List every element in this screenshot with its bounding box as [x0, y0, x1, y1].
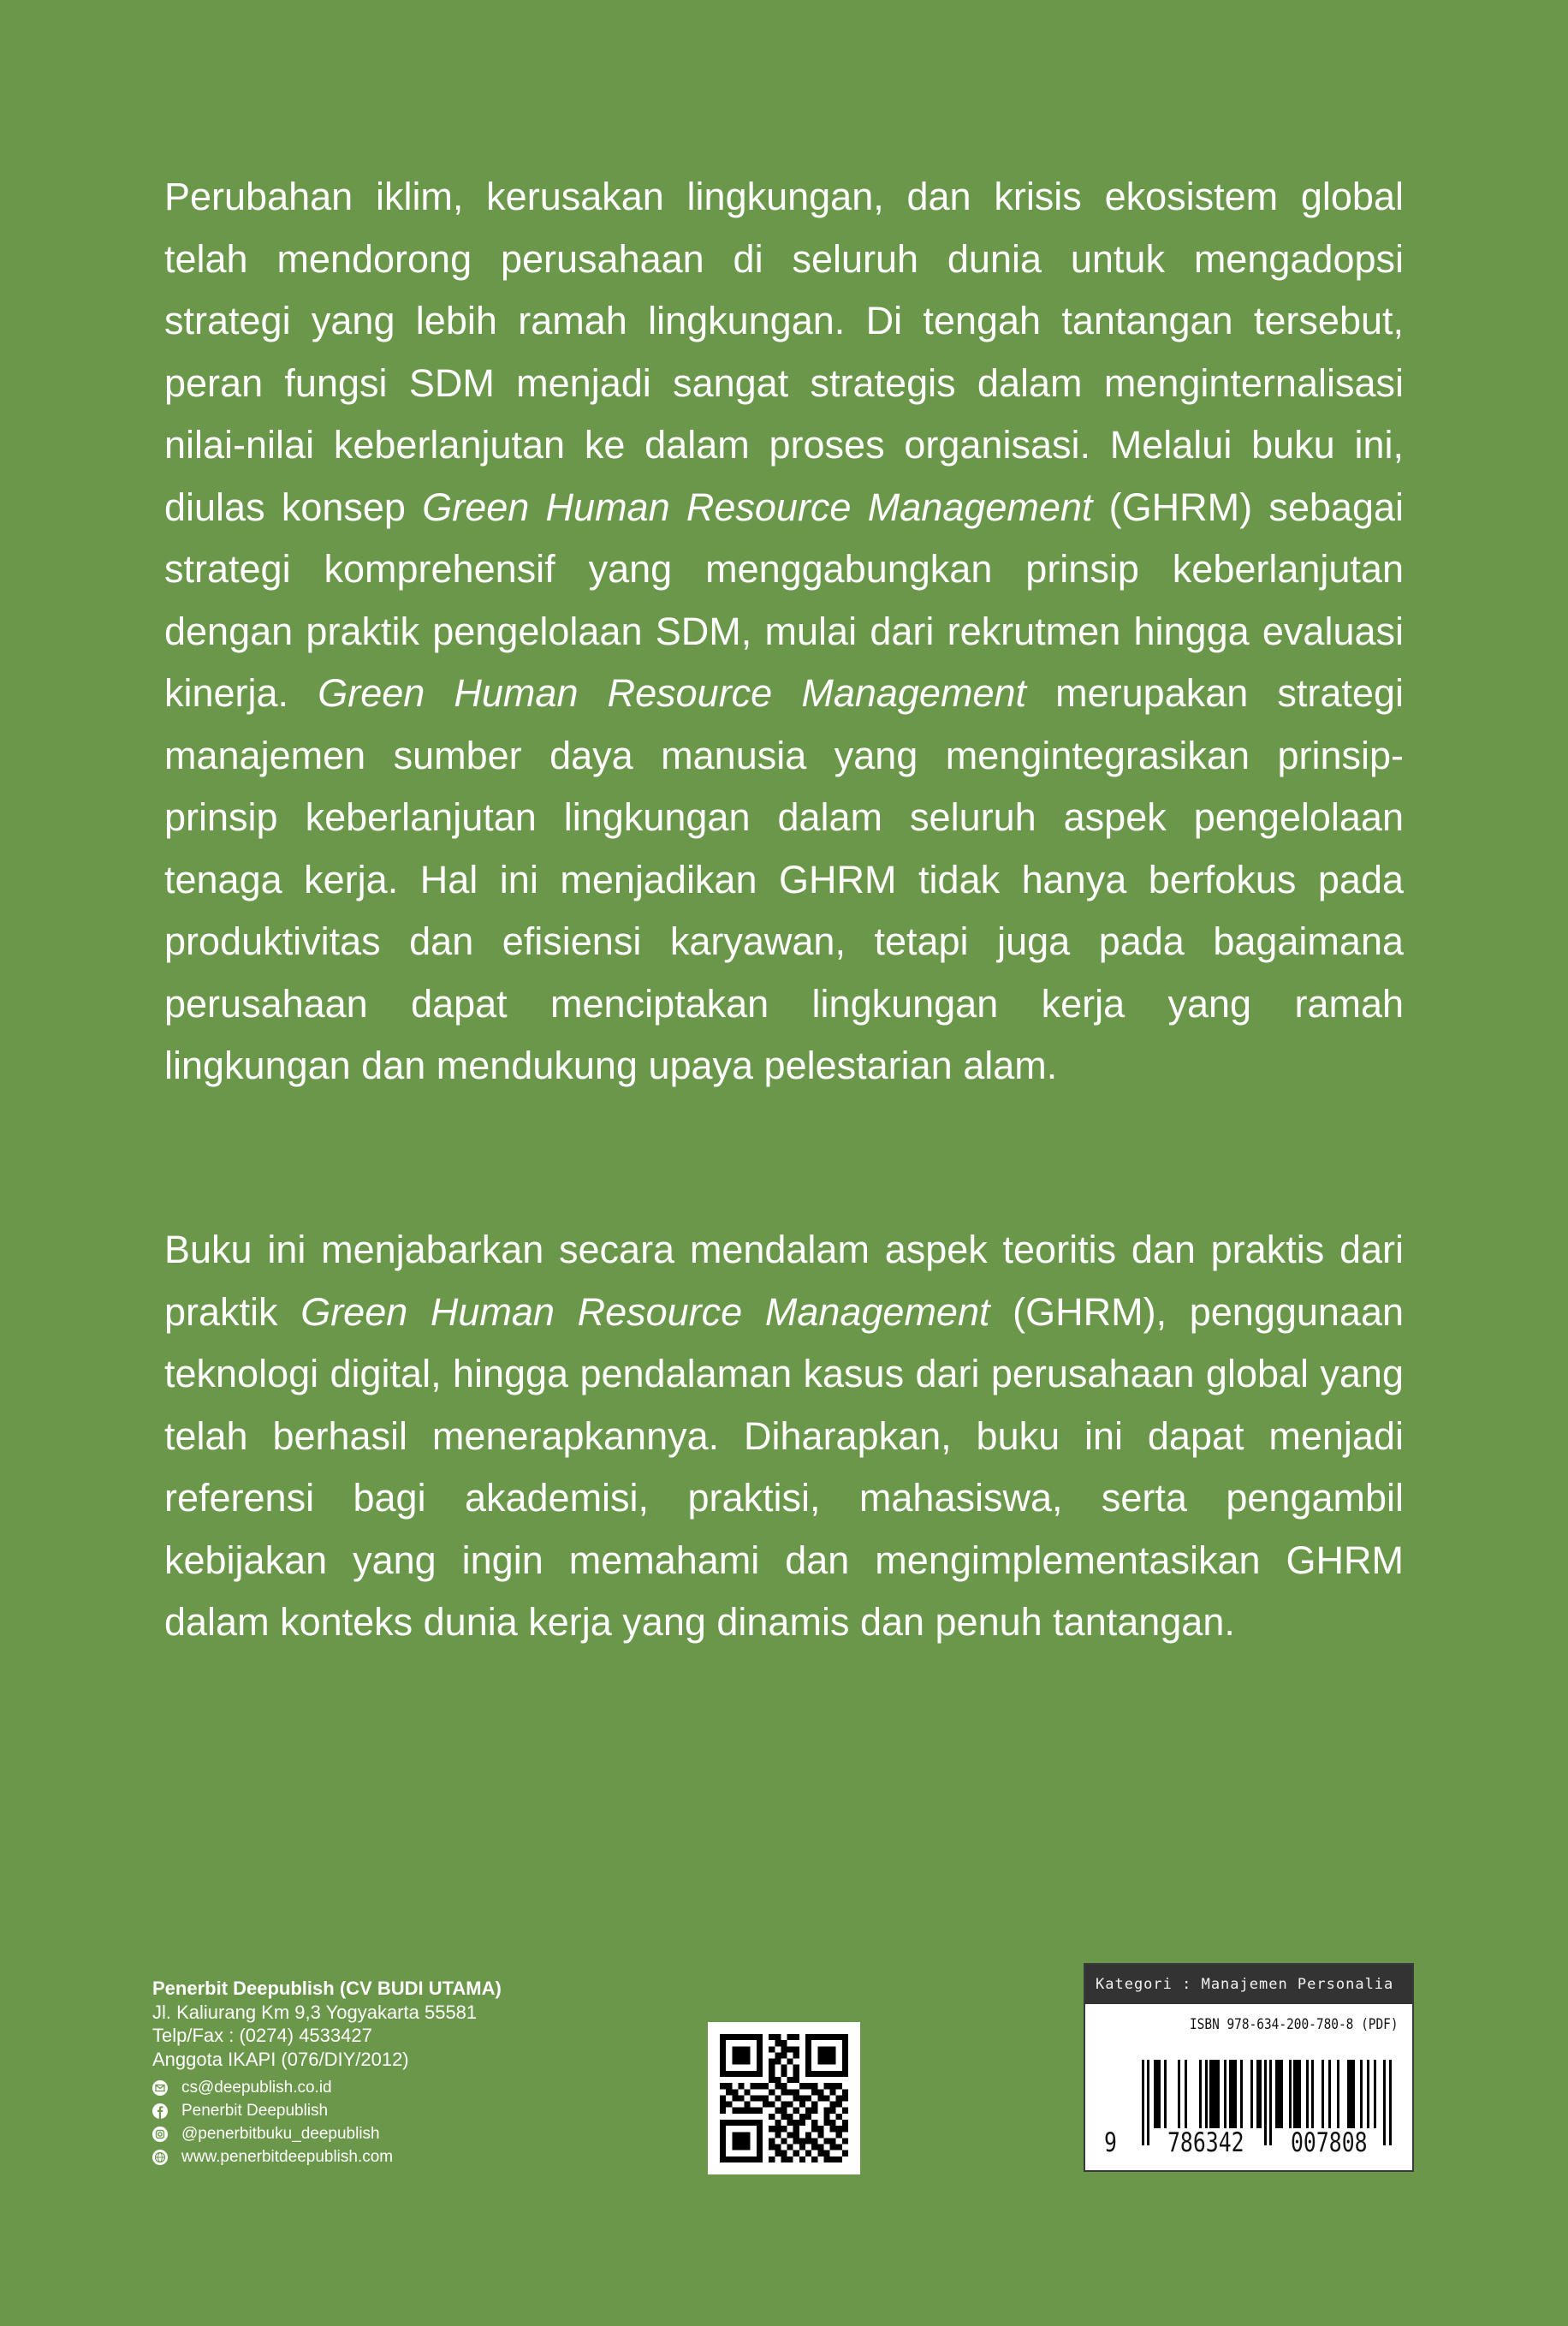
contact-text: Penerbit Deepublish	[181, 2102, 329, 2120]
contact-email[interactable]	[152, 2076, 502, 2099]
publisher-name: Penerbit Deepublish (CV BUDI UTAMA)	[152, 1978, 502, 1999]
contact-website[interactable]	[152, 2145, 502, 2168]
barcode-digit-first: 9	[1104, 2127, 1117, 2158]
contact-instagram[interactable]	[152, 2122, 502, 2145]
category-label: Kategori : Manajemen Personalia	[1085, 1965, 1412, 2004]
barcode-digits-left: 786342	[1167, 2127, 1244, 2158]
email-icon	[152, 2080, 168, 2096]
instagram-icon	[152, 2127, 168, 2142]
qr-code[interactable]	[708, 2022, 860, 2174]
publisher-info	[152, 1977, 502, 2168]
contact-text: @penerbitbuku_deepublish	[181, 2125, 380, 2143]
contact-facebook[interactable]	[152, 2099, 502, 2122]
facebook-icon	[152, 2103, 168, 2119]
contact-text: www.penerbitdeepublish.com	[181, 2148, 394, 2166]
blurb-paragraph-2	[164, 1219, 1404, 1654]
qr-code-icon	[720, 2034, 848, 2162]
publisher-membership: Anggota IKAPI (076/DIY/2012)	[152, 2048, 409, 2070]
contact-list	[152, 2076, 502, 2168]
contact-text: cs@deepublish.co.id	[181, 2079, 332, 2097]
publisher-address: Jl. Kaliurang Km 9,3 Yogyakarta 55581	[152, 2001, 478, 2023]
barcode-digits-right: 007808	[1291, 2127, 1368, 2158]
publisher-phone: Telp/Fax : (0274) 4533427	[152, 2025, 372, 2046]
globe-icon	[152, 2150, 168, 2165]
isbn-barcode-block	[1084, 1963, 1414, 2172]
paragraph-text: Buku ini menjabarkan secara mendalam aspek teoritis dan praktis dari praktik Green Human Resource Management (GHRM), penggunaan teknologi digital, hingga pendalaman kasus dari perusahaan global yang telah berhasil menerapkannya. Diharapkan, buku ini dapat menjadi referensi bagi akademisi, praktisi, mahasiswa, serta pengambil kebijakan yang ingin memahami dan mengimplementasikan GHRM dalam konteks dunia kerja yang dinamis dan penuh tantangan.	[164, 1228, 1405, 1644]
isbn-number: ISBN 978-634-200-780-8 (PDF)	[1190, 2016, 1399, 2033]
blurb-paragraph-1	[164, 166, 1404, 1098]
paragraph-text: Perubahan iklim, kerusakan lingkungan, dan krisis ekosistem global telah mendorong perusahaan di seluruh dunia untuk mengadopsi strategi yang lebih ramah lingkungan. Di tengah tantangan tersebut, peran fungsi SDM menjadi sangat strategis dalam menginternalisasi nilai-nilai keberlanjutan ke dalam proses organisasi. Melalui buku ini, diulas konsep Green Human Resource Management (GHRM) sebagai strategi komprehensif yang menggabungkan prinsip keberlanjutan dengan praktik pengelolaan SDM, mulai dari rekrutmen hingga evaluasi kinerja. Green Human Resource Management merupakan strategi manajemen sumber daya manusia yang mengintegrasikan prinsip-prinsip keberlanjutan lingkungan dalam seluruh aspek pengelolaan tenaga kerja. Hal ini menjadikan GHRM tidak hanya berfokus pada produktivitas dan efisiensi karyawan, tetapi juga pada bagaimana perusahaan dapat menciptakan lingkungan kerja yang ramah lingkungan dan mendukung upaya pelestarian alam.	[164, 175, 1404, 1087]
